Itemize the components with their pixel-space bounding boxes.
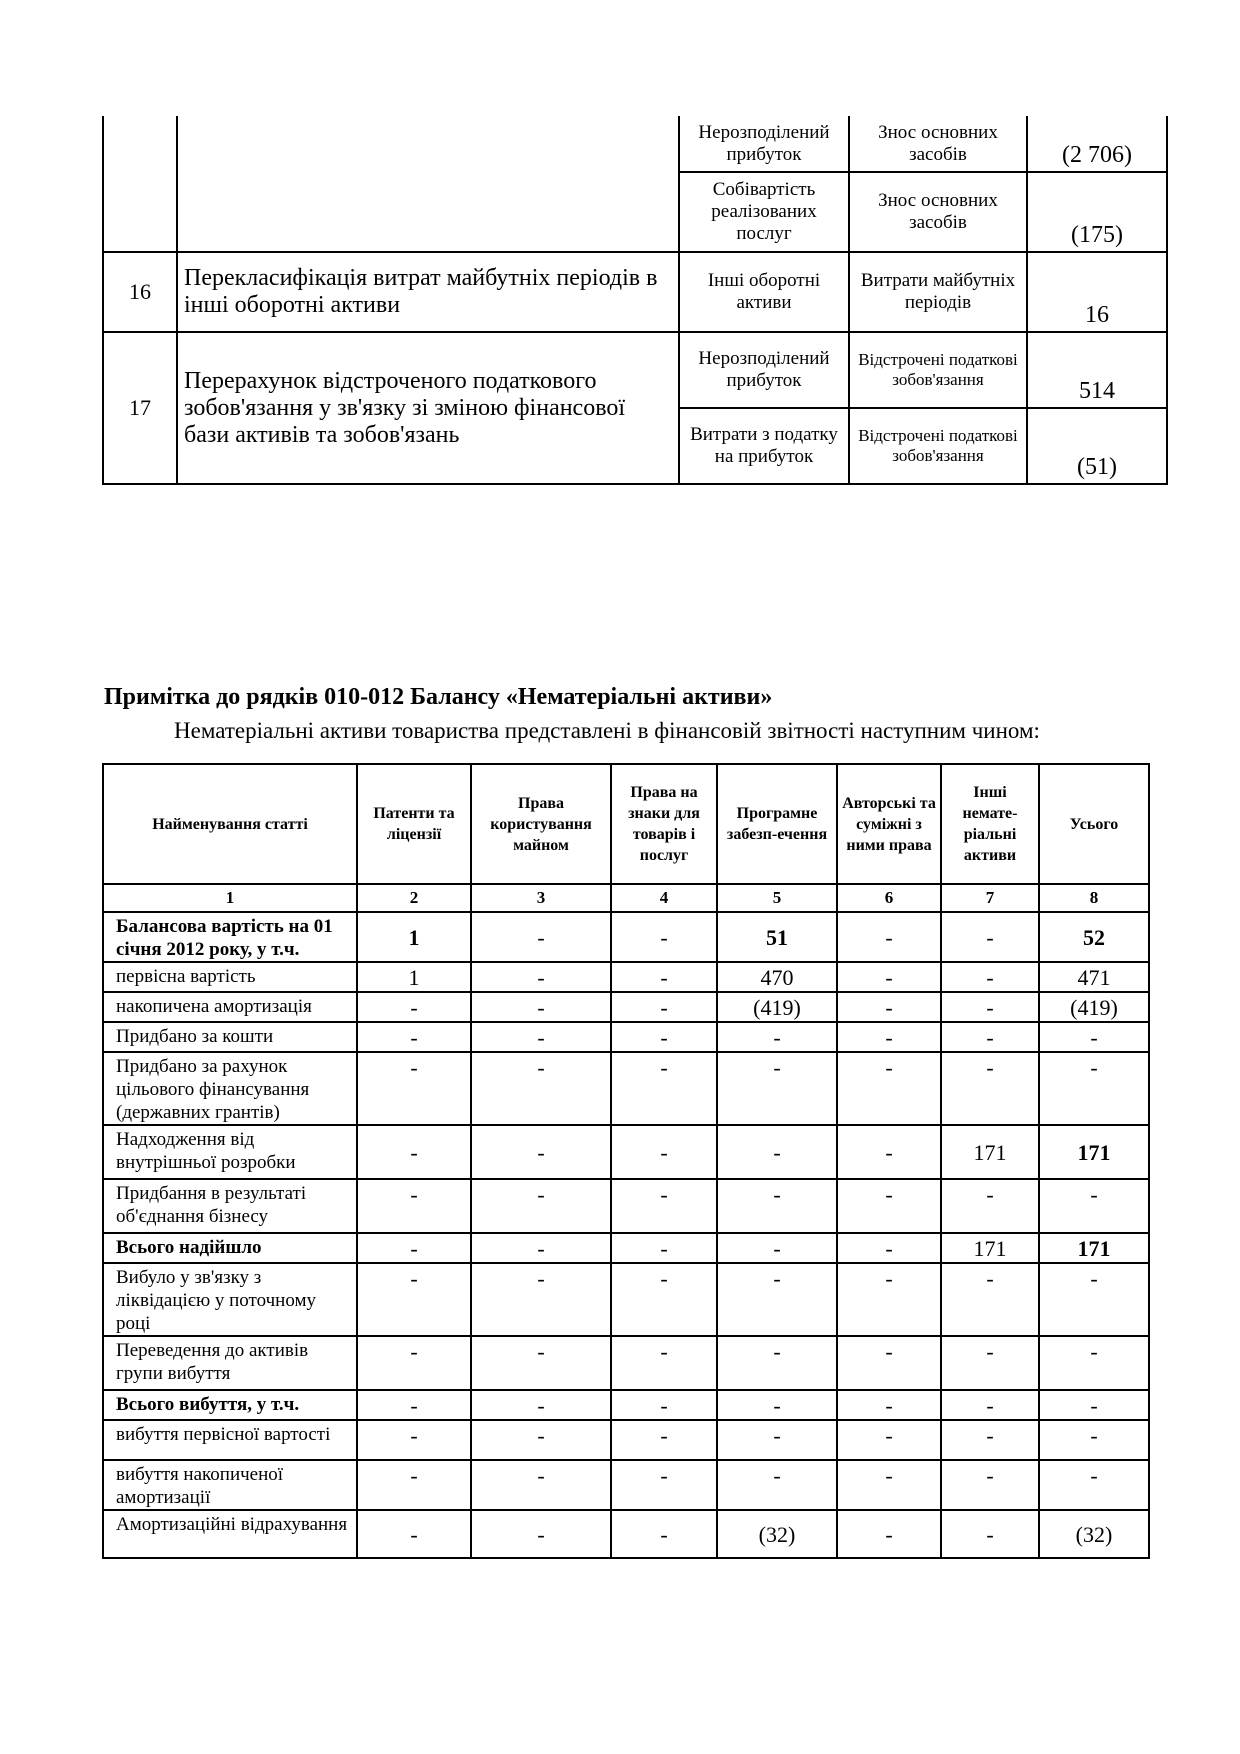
debit-account: Нерозподілений прибуток — [679, 332, 849, 408]
cell-value: 471 — [1039, 962, 1149, 992]
note-title: Примітка до рядків 010-012 Балансу «Нематеріальні активи» — [104, 684, 773, 710]
cell-value: - — [357, 1510, 471, 1558]
row-label: Всього вибуття, у т.ч. — [103, 1390, 357, 1420]
cell-value: - — [357, 1336, 471, 1390]
column-number: 2 — [357, 884, 471, 912]
row-label: Балансова вартість на 01 січня 2012 року, у т.ч. — [103, 912, 357, 962]
cell-value: - — [357, 1179, 471, 1233]
cell-value: - — [611, 1052, 717, 1125]
cell-value: - — [611, 1336, 717, 1390]
cell-value: - — [941, 1022, 1039, 1052]
cell-value: - — [1039, 1052, 1149, 1125]
cell-value: - — [357, 1022, 471, 1052]
table-row — [103, 1022, 1149, 1052]
cell-value: - — [611, 912, 717, 962]
table-row — [103, 1125, 1149, 1179]
column-number: 6 — [837, 884, 941, 912]
table-row — [103, 992, 1149, 1022]
credit-account: Відстрочені податкові зобов'язання — [849, 332, 1027, 408]
cell-value: - — [837, 1022, 941, 1052]
column-header: Права на знаки для товарів і послуг — [611, 764, 717, 884]
cell-value: 52 — [1039, 912, 1149, 962]
column-header: Найменування статті — [103, 764, 357, 884]
credit-account: Знос основних засобів — [849, 172, 1027, 252]
cell-value: - — [471, 1510, 611, 1558]
row-label: вибуття накопиченої амортизації — [103, 1460, 357, 1510]
table-row — [103, 1263, 1149, 1336]
cell-value: 171 — [1039, 1125, 1149, 1179]
row-label: Переведення до активів групи вибуття — [103, 1336, 357, 1390]
table-row — [103, 962, 1149, 992]
table-row — [103, 1336, 1149, 1390]
cell-value: - — [837, 1052, 941, 1125]
credit-account: Відстрочені податкові зобов'язання — [849, 408, 1027, 484]
cell-value: (32) — [1039, 1510, 1149, 1558]
cell-value: - — [471, 1022, 611, 1052]
cell-value: - — [837, 1510, 941, 1558]
row-label: Придбано за рахунок цільового фінансування (державних грантів) — [103, 1052, 357, 1125]
table-row — [103, 1233, 1149, 1263]
cell-value: - — [611, 1179, 717, 1233]
cell-value: - — [1039, 1460, 1149, 1510]
column-header: Усього — [1039, 764, 1149, 884]
column-header: Права користування майном — [471, 764, 611, 884]
cell-value: - — [837, 912, 941, 962]
cell-value: 1 — [357, 912, 471, 962]
cell-value: - — [941, 1263, 1039, 1336]
cell-value: - — [941, 962, 1039, 992]
cell-value: - — [717, 1022, 837, 1052]
table-row — [103, 912, 1149, 962]
cell-value: - — [837, 992, 941, 1022]
table-row — [103, 1179, 1149, 1233]
table-row — [103, 252, 1167, 332]
column-number: 5 — [717, 884, 837, 912]
cell-value: - — [941, 1336, 1039, 1390]
cell-value: - — [1039, 1022, 1149, 1052]
cell-value: - — [611, 992, 717, 1022]
intangible-assets-body — [103, 764, 1149, 1558]
column-header: Авторські та суміжні з ними права — [837, 764, 941, 884]
cell-value: (419) — [1039, 992, 1149, 1022]
row-label: Вибуло у зв'язку з ліквідацією у поточному році — [103, 1263, 357, 1336]
cell-value: - — [837, 1179, 941, 1233]
cell-value: - — [717, 1233, 837, 1263]
entry-amount: (51) — [1027, 408, 1167, 484]
cell-value: - — [471, 962, 611, 992]
cell-value: - — [837, 1420, 941, 1460]
cell-value: - — [357, 1263, 471, 1336]
column-number: 4 — [611, 884, 717, 912]
cell-value: - — [611, 1233, 717, 1263]
cell-value: - — [471, 1052, 611, 1125]
column-number: 1 — [103, 884, 357, 912]
cell-value: - — [1039, 1420, 1149, 1460]
row-label: вибуття первісної вартості — [103, 1420, 357, 1460]
table-row — [103, 1510, 1149, 1558]
debit-account: Інші оборотні активи — [679, 252, 849, 332]
cell-value: - — [611, 1022, 717, 1052]
cell-value: 171 — [1039, 1233, 1149, 1263]
cell-value: - — [611, 1125, 717, 1179]
row-label: Придбання в результаті об'єднання бізнесу — [103, 1179, 357, 1233]
cell-value: - — [357, 992, 471, 1022]
cell-value: - — [357, 1052, 471, 1125]
entry-number: 17 — [103, 332, 177, 484]
row-label: Придбано за кошти — [103, 1022, 357, 1052]
entry-amount: 16 — [1027, 252, 1167, 332]
cell-value: - — [611, 1420, 717, 1460]
cell-value: - — [471, 1233, 611, 1263]
entry-description: Перерахунок відстроченого податкового зобов'язання у зв'язку зі зміною фінансової бази активів та зобов'язань — [177, 332, 679, 484]
debit-account: Витрати з податку на прибуток — [679, 408, 849, 484]
column-header: Патенти та ліцензії — [357, 764, 471, 884]
entry-amount: (175) — [1027, 172, 1167, 252]
credit-account: Знос основних засобів — [849, 116, 1027, 172]
column-header: Програмне забезп-ечення — [717, 764, 837, 884]
entry-number — [103, 116, 177, 252]
cell-value: - — [471, 1336, 611, 1390]
intangible-assets-table — [102, 763, 1150, 1559]
credit-account: Витрати майбутніх періодів — [849, 252, 1027, 332]
cell-value: - — [611, 1390, 717, 1420]
cell-value: - — [357, 1420, 471, 1460]
row-label: первісна вартість — [103, 962, 357, 992]
cell-value: - — [717, 1460, 837, 1510]
cell-value: - — [1039, 1263, 1149, 1336]
cell-value: 470 — [717, 962, 837, 992]
cell-value: - — [941, 1390, 1039, 1420]
cell-value: 1 — [357, 962, 471, 992]
cell-value: - — [357, 1390, 471, 1420]
cell-value: - — [717, 1052, 837, 1125]
cell-value: - — [357, 1460, 471, 1510]
column-number: 7 — [941, 884, 1039, 912]
cell-value: - — [471, 992, 611, 1022]
cell-value: - — [717, 1336, 837, 1390]
cell-value: - — [837, 1390, 941, 1420]
entry-description — [177, 116, 679, 252]
cell-value: - — [941, 1460, 1039, 1510]
cell-value: - — [941, 1052, 1039, 1125]
row-label: накопичена амортизація — [103, 992, 357, 1022]
cell-value: - — [1039, 1390, 1149, 1420]
table-row — [103, 1052, 1149, 1125]
cell-value: - — [717, 1179, 837, 1233]
cell-value: - — [941, 1420, 1039, 1460]
cell-value: - — [717, 1390, 837, 1420]
cell-value: - — [837, 1263, 941, 1336]
cell-value: - — [717, 1263, 837, 1336]
cell-value: 171 — [941, 1233, 1039, 1263]
column-header: Інші немате-ріальні активи — [941, 764, 1039, 884]
cell-value: - — [611, 1510, 717, 1558]
cell-value: - — [717, 1125, 837, 1179]
cell-value: - — [837, 1233, 941, 1263]
row-label: Всього надійшло — [103, 1233, 357, 1263]
cell-value: - — [837, 1460, 941, 1510]
column-number: 8 — [1039, 884, 1149, 912]
column-number-row — [103, 884, 1149, 912]
cell-value: - — [611, 1263, 717, 1336]
cell-value: - — [357, 1233, 471, 1263]
debit-account: Нерозподілений прибуток — [679, 116, 849, 172]
cell-value: - — [471, 1125, 611, 1179]
table-row — [103, 1390, 1149, 1420]
cell-value: - — [941, 992, 1039, 1022]
table-row — [103, 116, 1167, 172]
table-row — [103, 1460, 1149, 1510]
row-label: Надходження від внутрішньої розробки — [103, 1125, 357, 1179]
cell-value: - — [837, 1336, 941, 1390]
cell-value: - — [1039, 1336, 1149, 1390]
cell-value: - — [471, 912, 611, 962]
cell-value: - — [471, 1263, 611, 1336]
adjustments-table — [102, 116, 1168, 485]
cell-value: (32) — [717, 1510, 837, 1558]
cell-value: - — [471, 1179, 611, 1233]
cell-value: - — [471, 1460, 611, 1510]
cell-value: - — [941, 912, 1039, 962]
entry-amount: 514 — [1027, 332, 1167, 408]
debit-account: Собівартість реалізованих послуг — [679, 172, 849, 252]
cell-value: - — [471, 1420, 611, 1460]
note-subtitle: Нематеріальні активи товариства представлені в фінансовій звітності наступним чином: — [174, 718, 1040, 743]
cell-value: - — [941, 1510, 1039, 1558]
header-row — [103, 764, 1149, 884]
table-row — [103, 332, 1167, 408]
cell-value: - — [611, 1460, 717, 1510]
cell-value: - — [717, 1420, 837, 1460]
entry-number: 16 — [103, 252, 177, 332]
row-label: Амортизаційні відрахування — [103, 1510, 357, 1558]
cell-value: - — [471, 1390, 611, 1420]
cell-value: - — [357, 1125, 471, 1179]
entry-description: Перекласифікація витрат майбутніх періодів в інші оборотні активи — [177, 252, 679, 332]
cell-value: 51 — [717, 912, 837, 962]
cell-value: - — [1039, 1179, 1149, 1233]
cell-value: (419) — [717, 992, 837, 1022]
cell-value: - — [837, 1125, 941, 1179]
table-row — [103, 1420, 1149, 1460]
column-number: 3 — [471, 884, 611, 912]
entry-amount: (2 706) — [1027, 116, 1167, 172]
cell-value: - — [941, 1179, 1039, 1233]
cell-value: - — [611, 962, 717, 992]
cell-value: 171 — [941, 1125, 1039, 1179]
cell-value: - — [837, 962, 941, 992]
